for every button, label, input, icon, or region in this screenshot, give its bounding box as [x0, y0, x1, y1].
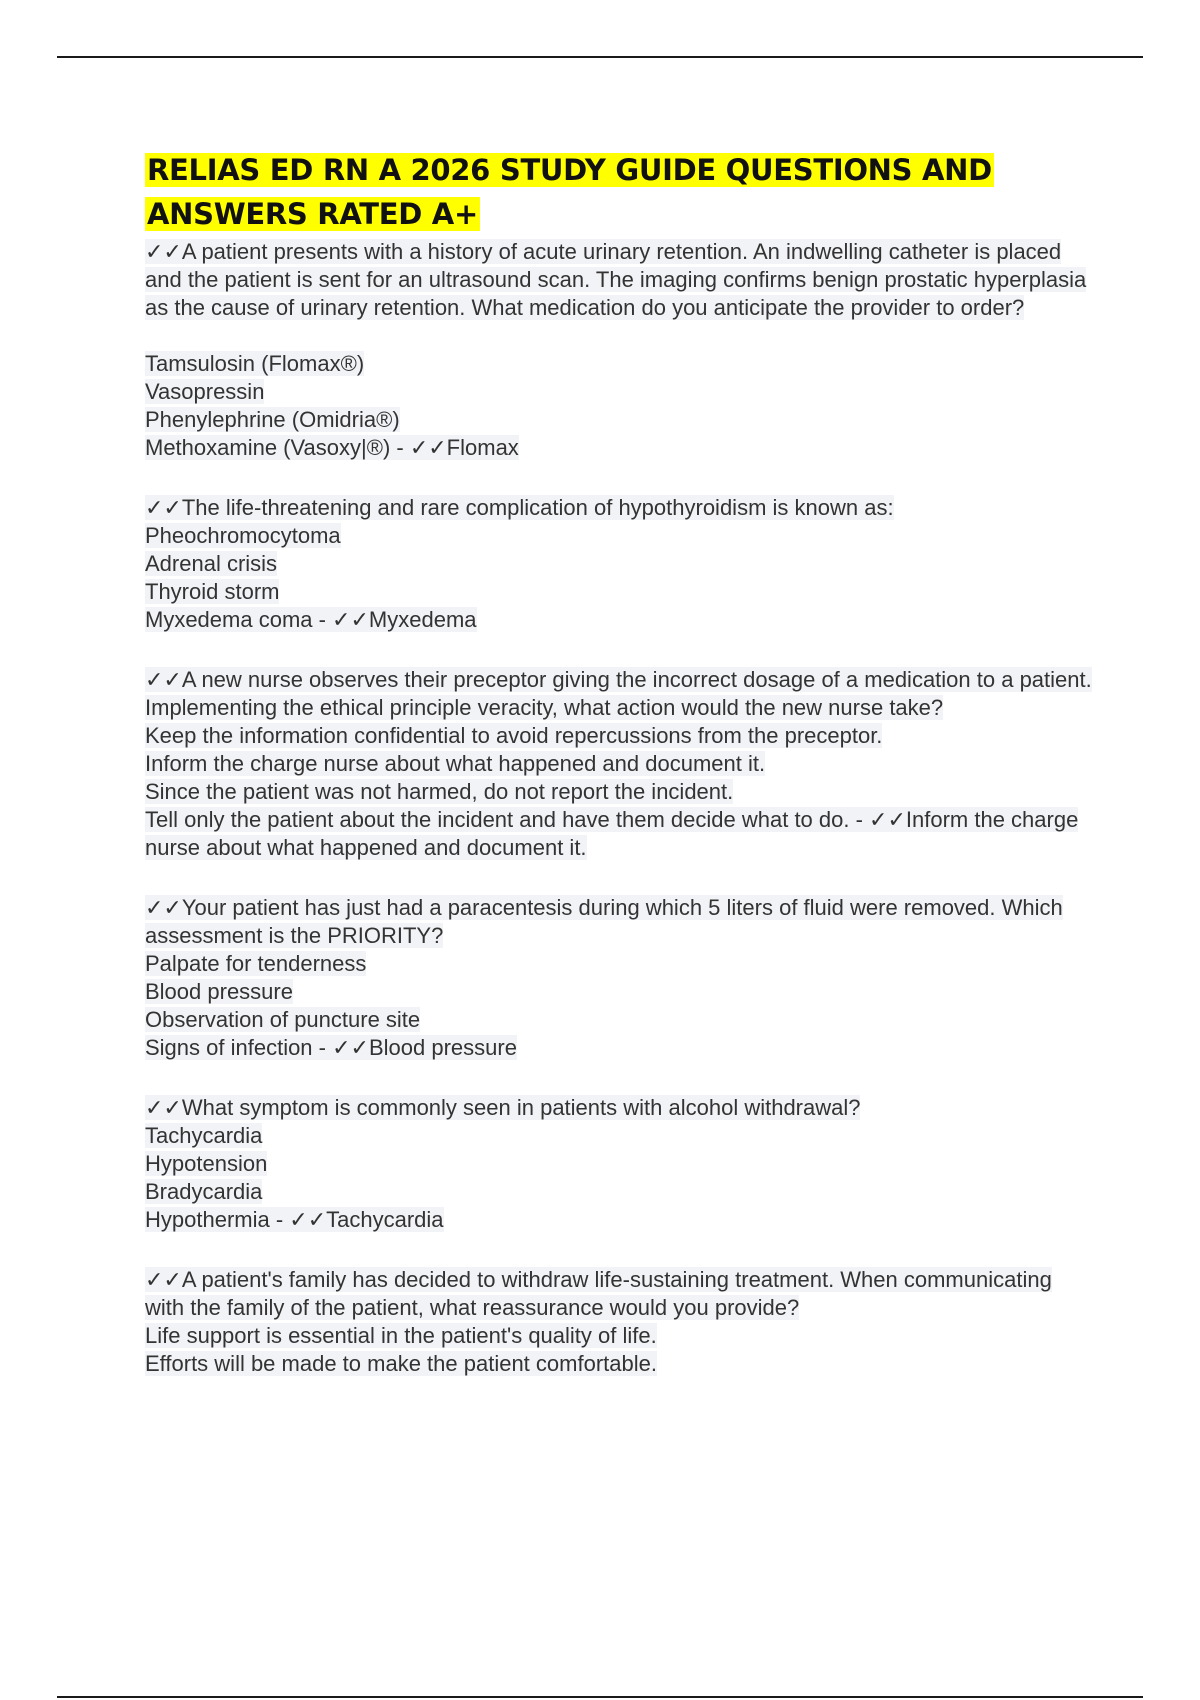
- top-rule: [57, 56, 1143, 58]
- document-body: [145, 148, 1095, 1410]
- answer-option: Phenylephrine (Omidria®): [145, 407, 400, 432]
- answer-option: Hypotension: [145, 1151, 268, 1176]
- answer-option: Efforts will be made to make the patient comfortable.: [145, 1351, 657, 1376]
- answer-option-with-key: Myxedema coma - ✓✓Myxedema: [145, 607, 477, 632]
- question-block-5: [145, 1094, 1095, 1234]
- answer-option: Pheochromocytoma: [145, 523, 341, 548]
- answer-option: Life support is essential in the patient's quality of life.: [145, 1323, 657, 1348]
- answer-option: Palpate for tenderness: [145, 951, 367, 976]
- answer-option: Tachycardia: [145, 1123, 263, 1148]
- answer-option: Blood pressure: [145, 979, 293, 1004]
- answer-option-with-key: Hypothermia - ✓✓Tachycardia: [145, 1207, 444, 1232]
- answer-option: Thyroid storm: [145, 579, 280, 604]
- answer-option: Adrenal crisis: [145, 551, 278, 576]
- bottom-rule: [57, 1696, 1143, 1698]
- title-highlight: RELIAS ED RN A 2026 STUDY GUIDE QUESTIONS AND ANSWERS RATED A+: [147, 153, 992, 231]
- question-text: ✓✓A new nurse observes their preceptor giving the incorrect dosage of a medication to a patient. Implementing the ethical principle veracity, what action would the new nurse take?: [145, 667, 1092, 720]
- question-text: ✓✓A patient presents with a history of acute urinary retention. An indwelling catheter is placed and the patient is sent for an ultrasound scan. The imaging confirms benign prostatic hyperplasia as the cause of urinary retention. What medication do you anticipate the provider to order?: [145, 239, 1087, 320]
- question-block-4: [145, 894, 1095, 1062]
- question-block-2: [145, 494, 1095, 634]
- answer-option: Inform the charge nurse about what happened and document it.: [145, 751, 766, 776]
- question-text: ✓✓A patient's family has decided to withdraw life-sustaining treatment. When communicating with the family of the patient, what reassurance would you provide?: [145, 1267, 1052, 1320]
- answer-option-with-key: Signs of infection - ✓✓Blood pressure: [145, 1035, 517, 1060]
- question-block-3: [145, 666, 1095, 862]
- answer-option: Vasopressin: [145, 379, 265, 404]
- question-block-1: [145, 238, 1095, 462]
- answer-option-with-key: Tell only the patient about the incident and have them decide what to do. - ✓✓Inform the charge nurse about what happened and document it.: [145, 807, 1079, 860]
- answer-option-with-key: Methoxamine (Vasoxy|®) - ✓✓Flomax: [145, 435, 519, 460]
- question-text: ✓✓Your patient has just had a paracentesis during which 5 liters of fluid were removed. Which assessment is the PRIORITY?: [145, 895, 1063, 948]
- document-title: [145, 148, 1095, 236]
- answer-option: Bradycardia: [145, 1179, 263, 1204]
- answer-option: Keep the information confidential to avoid repercussions from the preceptor.: [145, 723, 883, 748]
- question-text: ✓✓The life-threatening and rare complication of hypothyroidism is known as:: [145, 495, 894, 520]
- answer-option: Observation of puncture site: [145, 1007, 421, 1032]
- question-text: ✓✓What symptom is commonly seen in patients with alcohol withdrawal?: [145, 1095, 861, 1120]
- answer-option: Since the patient was not harmed, do not report the incident.: [145, 779, 734, 804]
- answer-option: Tamsulosin (Flomax®): [145, 351, 365, 376]
- question-block-6: [145, 1266, 1095, 1378]
